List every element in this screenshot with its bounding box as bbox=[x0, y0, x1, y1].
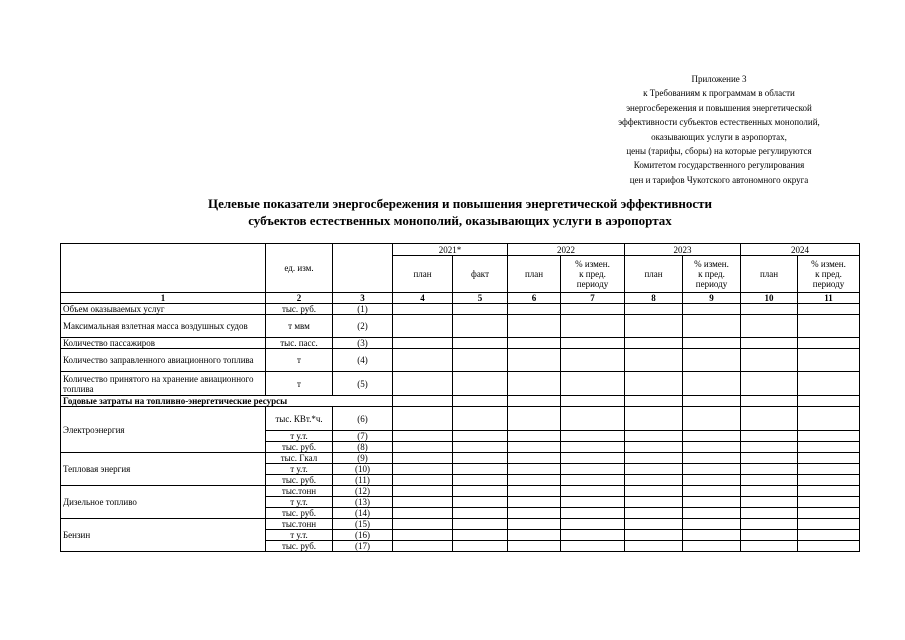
resource-unit: тыс. руб. bbox=[266, 475, 333, 486]
value-cell[interactable] bbox=[508, 304, 561, 315]
value-cell[interactable] bbox=[393, 396, 453, 407]
value-cell[interactable] bbox=[625, 475, 683, 486]
table-row bbox=[61, 519, 860, 530]
value-cell[interactable] bbox=[798, 519, 860, 530]
value-cell[interactable] bbox=[625, 407, 683, 431]
value-cell[interactable] bbox=[683, 396, 741, 407]
change-line: % измен. bbox=[575, 259, 610, 269]
resource-unit: т у.т. bbox=[266, 431, 333, 442]
resource-name: Электроэнергия bbox=[61, 407, 266, 453]
value-cell[interactable] bbox=[393, 464, 453, 475]
value-cell[interactable] bbox=[798, 486, 860, 497]
value-cell[interactable] bbox=[393, 315, 453, 338]
resource-unit: тыс. руб. bbox=[266, 442, 333, 453]
value-cell[interactable] bbox=[625, 315, 683, 338]
value-cell[interactable] bbox=[683, 464, 741, 475]
value-cell[interactable] bbox=[453, 315, 508, 338]
resource-unit: тыс.тонн bbox=[266, 486, 333, 497]
resource-code: (9) bbox=[333, 453, 393, 464]
value-cell[interactable] bbox=[453, 396, 508, 407]
change-line: периоду bbox=[576, 279, 609, 289]
table-row bbox=[61, 338, 860, 349]
value-cell[interactable] bbox=[453, 349, 508, 372]
value-cell[interactable] bbox=[561, 497, 625, 508]
value-cell[interactable] bbox=[508, 541, 561, 552]
header-plan: план bbox=[625, 256, 683, 293]
value-cell[interactable] bbox=[561, 372, 625, 396]
value-cell[interactable] bbox=[798, 442, 860, 453]
value-cell[interactable] bbox=[683, 431, 741, 442]
value-cell[interactable] bbox=[561, 431, 625, 442]
change-line: % измен. bbox=[694, 259, 729, 269]
column-number: 7 bbox=[561, 293, 625, 304]
value-cell[interactable] bbox=[393, 519, 453, 530]
resource-code: (8) bbox=[333, 442, 393, 453]
indicator-name: Количество заправленного авиационного топлива bbox=[61, 349, 266, 372]
table-row bbox=[61, 349, 860, 372]
value-cell[interactable] bbox=[453, 486, 508, 497]
value-cell[interactable] bbox=[453, 475, 508, 486]
value-cell[interactable] bbox=[508, 431, 561, 442]
header-change bbox=[798, 256, 860, 293]
value-cell[interactable] bbox=[453, 508, 508, 519]
header-plan: план bbox=[741, 256, 798, 293]
value-cell[interactable] bbox=[508, 486, 561, 497]
value-cell[interactable] bbox=[798, 315, 860, 338]
column-numbers-row bbox=[61, 293, 860, 304]
value-cell[interactable] bbox=[625, 530, 683, 541]
value-cell[interactable] bbox=[453, 530, 508, 541]
value-cell[interactable] bbox=[561, 349, 625, 372]
value-cell[interactable] bbox=[508, 442, 561, 453]
header-plan: план bbox=[393, 256, 453, 293]
value-cell[interactable] bbox=[625, 486, 683, 497]
header-row-years bbox=[61, 244, 860, 256]
indicator-unit: т мвм bbox=[266, 315, 333, 338]
value-cell[interactable] bbox=[393, 541, 453, 552]
value-cell[interactable] bbox=[508, 497, 561, 508]
change-line: периоду bbox=[812, 279, 845, 289]
value-cell[interactable] bbox=[393, 407, 453, 431]
indicator-unit: тыс. руб. bbox=[266, 304, 333, 315]
section-title: Годовые затраты на топливно-энергетические ресурсы bbox=[61, 396, 393, 407]
value-cell[interactable] bbox=[561, 338, 625, 349]
value-cell[interactable] bbox=[508, 349, 561, 372]
value-cell[interactable] bbox=[393, 453, 453, 464]
value-cell[interactable] bbox=[561, 475, 625, 486]
column-number: 8 bbox=[625, 293, 683, 304]
value-cell[interactable] bbox=[683, 530, 741, 541]
value-cell[interactable] bbox=[393, 508, 453, 519]
resource-code: (11) bbox=[333, 475, 393, 486]
value-cell[interactable] bbox=[798, 508, 860, 519]
column-number: 4 bbox=[393, 293, 453, 304]
header-indicator-cell bbox=[61, 244, 266, 293]
resource-unit: тыс. КВт.*ч. bbox=[266, 407, 333, 431]
value-cell[interactable] bbox=[508, 315, 561, 338]
table-row bbox=[61, 372, 860, 396]
appendix-line: эффективности субъектов естественных монополий, bbox=[618, 117, 820, 128]
value-cell[interactable] bbox=[625, 497, 683, 508]
table-row bbox=[61, 407, 860, 431]
value-cell[interactable] bbox=[561, 464, 625, 475]
value-cell[interactable] bbox=[741, 431, 798, 442]
resource-code: (14) bbox=[333, 508, 393, 519]
value-cell[interactable] bbox=[393, 497, 453, 508]
appendix-line: Комитетом государственного регулирования bbox=[633, 160, 805, 171]
resource-code: (10) bbox=[333, 464, 393, 475]
value-cell[interactable] bbox=[741, 372, 798, 396]
appendix-line: к Требованиям к программам в области bbox=[643, 88, 795, 99]
value-cell[interactable] bbox=[798, 304, 860, 315]
value-cell[interactable] bbox=[798, 396, 860, 407]
value-cell[interactable] bbox=[393, 486, 453, 497]
value-cell[interactable] bbox=[625, 338, 683, 349]
value-cell[interactable] bbox=[683, 372, 741, 396]
resource-name: Бензин bbox=[61, 519, 266, 552]
value-cell[interactable] bbox=[561, 396, 625, 407]
appendix-note bbox=[590, 72, 848, 187]
value-cell[interactable] bbox=[561, 315, 625, 338]
value-cell[interactable] bbox=[741, 407, 798, 431]
appendix-line: цены (тарифы, сборы) на которые регулируются bbox=[626, 146, 812, 157]
value-cell[interactable] bbox=[625, 442, 683, 453]
value-cell[interactable] bbox=[561, 486, 625, 497]
value-cell[interactable] bbox=[741, 464, 798, 475]
resource-unit: т у.т. bbox=[266, 464, 333, 475]
value-cell[interactable] bbox=[453, 338, 508, 349]
value-cell[interactable] bbox=[798, 372, 860, 396]
value-cell[interactable] bbox=[453, 372, 508, 396]
indicator-code: (2) bbox=[333, 315, 393, 338]
indicators-table bbox=[60, 243, 860, 552]
value-cell[interactable] bbox=[393, 338, 453, 349]
value-cell[interactable] bbox=[508, 453, 561, 464]
value-cell[interactable] bbox=[741, 508, 798, 519]
value-cell[interactable] bbox=[453, 541, 508, 552]
indicator-unit: т bbox=[266, 372, 333, 396]
resource-unit: тыс. руб. bbox=[266, 541, 333, 552]
value-cell[interactable] bbox=[741, 541, 798, 552]
column-number: 3 bbox=[333, 293, 393, 304]
value-cell[interactable] bbox=[453, 431, 508, 442]
resource-code: (17) bbox=[333, 541, 393, 552]
value-cell[interactable] bbox=[741, 442, 798, 453]
value-cell[interactable] bbox=[625, 541, 683, 552]
value-cell[interactable] bbox=[508, 530, 561, 541]
value-cell[interactable] bbox=[683, 519, 741, 530]
value-cell[interactable] bbox=[798, 497, 860, 508]
value-cell[interactable] bbox=[798, 453, 860, 464]
value-cell[interactable] bbox=[453, 497, 508, 508]
value-cell[interactable] bbox=[741, 304, 798, 315]
value-cell[interactable] bbox=[393, 475, 453, 486]
value-cell[interactable] bbox=[683, 475, 741, 486]
title-line-2: субъектов естественных монополий, оказывающих услуги в аэропортах bbox=[248, 213, 672, 228]
value-cell[interactable] bbox=[561, 530, 625, 541]
resource-code: (13) bbox=[333, 497, 393, 508]
table-row bbox=[61, 453, 860, 464]
change-line: к пред. bbox=[579, 269, 606, 279]
header-year: 2021* bbox=[393, 244, 508, 256]
value-cell[interactable] bbox=[683, 338, 741, 349]
value-cell[interactable] bbox=[508, 396, 561, 407]
value-cell[interactable] bbox=[561, 541, 625, 552]
indicator-code: (5) bbox=[333, 372, 393, 396]
value-cell[interactable] bbox=[625, 396, 683, 407]
value-cell[interactable] bbox=[741, 530, 798, 541]
indicator-name: Объем оказываемых услуг bbox=[61, 304, 266, 315]
value-cell[interactable] bbox=[453, 442, 508, 453]
value-cell[interactable] bbox=[625, 431, 683, 442]
value-cell[interactable] bbox=[683, 508, 741, 519]
value-cell[interactable] bbox=[453, 304, 508, 315]
value-cell[interactable] bbox=[453, 407, 508, 431]
header-change bbox=[561, 256, 625, 293]
value-cell[interactable] bbox=[625, 372, 683, 396]
column-number: 6 bbox=[508, 293, 561, 304]
value-cell[interactable] bbox=[561, 304, 625, 315]
value-cell[interactable] bbox=[625, 519, 683, 530]
value-cell[interactable] bbox=[393, 442, 453, 453]
value-cell[interactable] bbox=[741, 338, 798, 349]
value-cell[interactable] bbox=[625, 464, 683, 475]
appendix-line: цен и тарифов Чукотского автономного округа bbox=[629, 174, 809, 185]
value-cell[interactable] bbox=[561, 453, 625, 464]
value-cell[interactable] bbox=[508, 475, 561, 486]
value-cell[interactable] bbox=[683, 442, 741, 453]
value-cell[interactable] bbox=[798, 541, 860, 552]
value-cell[interactable] bbox=[453, 464, 508, 475]
table-row bbox=[61, 304, 860, 315]
value-cell[interactable] bbox=[625, 349, 683, 372]
resource-unit: тыс.тонн bbox=[266, 519, 333, 530]
value-cell[interactable] bbox=[561, 508, 625, 519]
change-line: периоду bbox=[695, 279, 728, 289]
column-number: 1 bbox=[61, 293, 266, 304]
value-cell[interactable] bbox=[683, 541, 741, 552]
value-cell[interactable] bbox=[393, 304, 453, 315]
value-cell[interactable] bbox=[798, 530, 860, 541]
document-title bbox=[60, 195, 860, 229]
value-cell[interactable] bbox=[625, 453, 683, 464]
indicator-code: (4) bbox=[333, 349, 393, 372]
value-cell[interactable] bbox=[508, 508, 561, 519]
value-cell[interactable] bbox=[683, 315, 741, 338]
table-row bbox=[61, 315, 860, 338]
change-line: % измен. bbox=[811, 259, 846, 269]
resource-unit: т у.т. bbox=[266, 497, 333, 508]
value-cell[interactable] bbox=[741, 315, 798, 338]
value-cell[interactable] bbox=[625, 304, 683, 315]
table-row bbox=[61, 486, 860, 497]
header-year: 2024 bbox=[741, 244, 860, 256]
value-cell[interactable] bbox=[393, 431, 453, 442]
header-change bbox=[683, 256, 741, 293]
value-cell[interactable] bbox=[683, 453, 741, 464]
value-cell[interactable] bbox=[561, 519, 625, 530]
value-cell[interactable] bbox=[741, 519, 798, 530]
value-cell[interactable] bbox=[683, 486, 741, 497]
indicator-unit: т bbox=[266, 349, 333, 372]
indicator-name: Количество пассажиров bbox=[61, 338, 266, 349]
change-line: к пред. bbox=[698, 269, 725, 279]
appendix-line: энергосбережения и повышения энергетической bbox=[626, 102, 812, 113]
indicator-name: Максимальная взлетная масса воздушных судов bbox=[61, 315, 266, 338]
appendix-line: Приложение 3 bbox=[691, 74, 747, 84]
title-line-1: Целевые показатели энергосбережения и повышения энергетической эффективности bbox=[208, 196, 712, 211]
header-plan: план bbox=[508, 256, 561, 293]
value-cell[interactable] bbox=[393, 530, 453, 541]
resource-code: (16) bbox=[333, 530, 393, 541]
value-cell[interactable] bbox=[508, 338, 561, 349]
header-code-cell bbox=[333, 244, 393, 293]
value-cell[interactable] bbox=[741, 497, 798, 508]
value-cell[interactable] bbox=[798, 338, 860, 349]
resource-code: (6) bbox=[333, 407, 393, 431]
column-number: 11 bbox=[798, 293, 860, 304]
value-cell[interactable] bbox=[393, 372, 453, 396]
value-cell[interactable] bbox=[798, 475, 860, 486]
value-cell[interactable] bbox=[798, 431, 860, 442]
value-cell[interactable] bbox=[741, 396, 798, 407]
value-cell[interactable] bbox=[683, 349, 741, 372]
header-unit: ед. изм. bbox=[266, 244, 333, 293]
value-cell[interactable] bbox=[741, 349, 798, 372]
value-cell[interactable] bbox=[741, 486, 798, 497]
value-cell[interactable] bbox=[561, 442, 625, 453]
value-cell[interactable] bbox=[683, 304, 741, 315]
resource-code: (12) bbox=[333, 486, 393, 497]
value-cell[interactable] bbox=[683, 407, 741, 431]
value-cell[interactable] bbox=[508, 372, 561, 396]
header-fact: факт bbox=[453, 256, 508, 293]
indicator-code: (3) bbox=[333, 338, 393, 349]
section-row bbox=[61, 396, 860, 407]
value-cell[interactable] bbox=[741, 453, 798, 464]
column-number: 10 bbox=[741, 293, 798, 304]
value-cell[interactable] bbox=[798, 349, 860, 372]
column-number: 2 bbox=[266, 293, 333, 304]
indicator-code: (1) bbox=[333, 304, 393, 315]
header-year: 2022 bbox=[508, 244, 625, 256]
resource-unit: т у.т. bbox=[266, 530, 333, 541]
value-cell[interactable] bbox=[798, 407, 860, 431]
resource-name: Дизельное топливо bbox=[61, 486, 266, 519]
resource-unit: тыс. Гкал bbox=[266, 453, 333, 464]
resource-code: (7) bbox=[333, 431, 393, 442]
value-cell[interactable] bbox=[508, 519, 561, 530]
value-cell[interactable] bbox=[508, 407, 561, 431]
indicator-unit: тыс. пасс. bbox=[266, 338, 333, 349]
column-number: 5 bbox=[453, 293, 508, 304]
resource-name: Тепловая энергия bbox=[61, 453, 266, 486]
column-number: 9 bbox=[683, 293, 741, 304]
appendix-line: оказывающих услуги в аэропортах, bbox=[651, 131, 787, 142]
value-cell[interactable] bbox=[453, 453, 508, 464]
value-cell[interactable] bbox=[683, 497, 741, 508]
change-line: к пред. bbox=[815, 269, 842, 279]
resource-unit: тыс. руб. bbox=[266, 508, 333, 519]
value-cell[interactable] bbox=[561, 407, 625, 431]
header-year: 2023 bbox=[625, 244, 741, 256]
value-cell[interactable] bbox=[625, 508, 683, 519]
value-cell[interactable] bbox=[453, 519, 508, 530]
resource-code: (15) bbox=[333, 519, 393, 530]
indicator-name: Количество принятого на хранение авиационного топлива bbox=[61, 372, 266, 396]
value-cell[interactable] bbox=[393, 349, 453, 372]
value-cell[interactable] bbox=[798, 464, 860, 475]
value-cell[interactable] bbox=[741, 475, 798, 486]
value-cell[interactable] bbox=[508, 464, 561, 475]
